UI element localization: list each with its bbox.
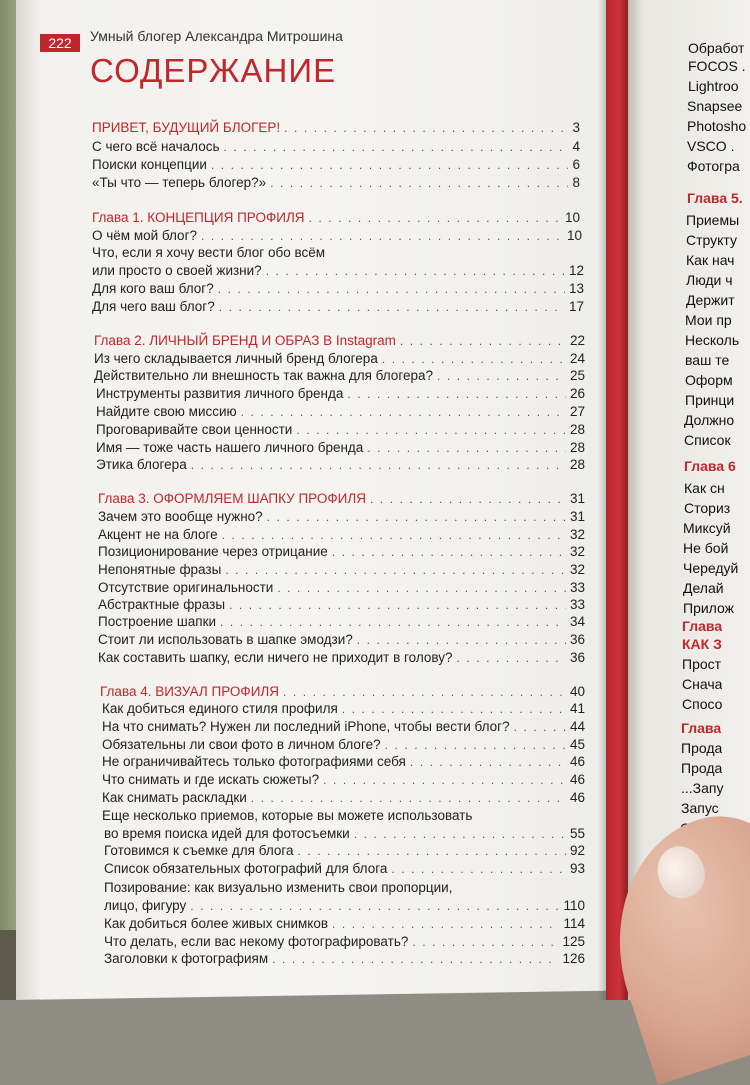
toc-page-number: 41 bbox=[569, 701, 585, 716]
toc-page-number: 10 bbox=[566, 228, 582, 243]
toc-page-number: 36 bbox=[569, 650, 585, 665]
right-page-text-fragment: Photosho bbox=[687, 118, 747, 134]
right-page-text-fragment: VSCO . bbox=[687, 138, 735, 154]
toc-row bbox=[96, 457, 585, 472]
toc-entry-title: Инструменты развития личного бренда bbox=[96, 386, 344, 401]
toc-row bbox=[92, 263, 584, 278]
toc-row bbox=[98, 650, 585, 665]
right-page-text-fragment: Приемы bbox=[686, 212, 740, 228]
toc-entry-title: О чём мой блог? bbox=[92, 228, 198, 243]
toc-row bbox=[92, 299, 584, 314]
toc-row bbox=[104, 898, 585, 913]
toc-leader-dots bbox=[457, 651, 566, 665]
toc-page-number: 27 bbox=[569, 404, 585, 419]
toc-entry-title: Позирование: как визуально изменить свои пропорции, bbox=[104, 880, 453, 895]
toc-page-number: 22 bbox=[569, 333, 585, 348]
toc-row bbox=[94, 351, 585, 366]
toc-leader-dots bbox=[309, 211, 561, 225]
toc-row bbox=[98, 632, 585, 647]
toc-row bbox=[104, 861, 585, 876]
toc-row bbox=[96, 440, 585, 455]
toc-entry-title: Что снимать и где искать сюжеты? bbox=[102, 772, 320, 787]
toc-row bbox=[92, 281, 584, 296]
toc-chapter-row bbox=[92, 210, 580, 225]
toc-entry-title: Как добиться более живых снимков bbox=[104, 916, 329, 931]
toc-leader-dots bbox=[277, 581, 566, 595]
toc-chapter-row bbox=[98, 491, 585, 506]
toc-page-number: 32 bbox=[569, 562, 585, 577]
toc-entry-title: Абстрактные фразы bbox=[98, 597, 226, 612]
toc-row bbox=[102, 719, 585, 734]
right-page-text-fragment: Прода bbox=[681, 740, 723, 756]
toc-entry-title: На что снимать? Нужен ли последний iPhone, чтобы вести блог? bbox=[102, 719, 510, 734]
toc-leader-dots bbox=[332, 545, 566, 559]
toc-page-number: 28 bbox=[569, 457, 585, 472]
toc-entry-title: Непонятные фразы bbox=[98, 562, 222, 577]
toc-entry-title: ПРИВЕТ, БУДУЩИЙ БЛОГЕР! bbox=[92, 120, 281, 135]
toc-page-number: 10 bbox=[564, 210, 580, 225]
toc-page-number: 114 bbox=[563, 916, 585, 931]
toc-row bbox=[92, 139, 580, 154]
toc-page-number: 33 bbox=[569, 580, 585, 595]
toc-entry-title: Готовимся к съемке для блога bbox=[104, 843, 294, 858]
toc-row bbox=[96, 386, 585, 401]
toc-row bbox=[98, 614, 585, 629]
toc-entry-title: Поиски концепции bbox=[92, 157, 207, 172]
right-page-chapter-fragment: Глава 5. bbox=[687, 190, 743, 206]
toc-leader-dots bbox=[385, 738, 566, 752]
toc-leader-dots bbox=[514, 720, 566, 734]
toc-page-number: 12 bbox=[568, 263, 584, 278]
toc-entry-title: Проговаривайте свои ценности bbox=[96, 422, 293, 437]
toc-row bbox=[92, 175, 580, 190]
right-page-text-fragment: ваш те bbox=[685, 352, 730, 368]
toc-page-number: 8 bbox=[572, 175, 580, 190]
toc-entry-title: Имя — тоже часть нашего личного бренда bbox=[96, 440, 364, 455]
toc-leader-dots bbox=[225, 563, 566, 577]
toc-row bbox=[98, 597, 585, 612]
toc-page-number: 93 bbox=[569, 861, 585, 876]
toc-row bbox=[102, 772, 585, 787]
toc-leader-dots bbox=[296, 423, 566, 437]
toc-page-number: 28 bbox=[569, 440, 585, 455]
toc-page-number: 13 bbox=[568, 281, 584, 296]
right-page-text-fragment: Чередуй bbox=[683, 560, 739, 576]
toc-leader-dots bbox=[323, 773, 566, 787]
toc-leader-dots bbox=[224, 140, 569, 154]
right-page-text-fragment: Не бой bbox=[683, 540, 729, 556]
toc-page-number: 3 bbox=[572, 120, 580, 135]
toc-page-number: 46 bbox=[569, 790, 585, 805]
toc-page-number: 110 bbox=[563, 898, 585, 913]
toc-page-number: 46 bbox=[569, 772, 585, 787]
toc-leader-dots bbox=[370, 492, 566, 506]
toc-row bbox=[102, 808, 585, 823]
toc-page-number: 31 bbox=[569, 509, 585, 524]
toc-entry-title: Построение шапки bbox=[98, 614, 217, 629]
toc-page-number: 40 bbox=[569, 684, 585, 699]
toc-row bbox=[98, 580, 585, 595]
right-page-text-fragment: Обработ bbox=[688, 40, 745, 56]
toc-row bbox=[104, 951, 585, 966]
right-page-text-fragment: Запус bbox=[681, 800, 719, 816]
toc-row bbox=[96, 404, 585, 419]
toc-entry-title: Как добиться единого стиля профиля bbox=[102, 701, 338, 716]
toc-leader-dots bbox=[201, 229, 563, 243]
toc-row bbox=[92, 245, 582, 260]
right-page-text-fragment: Сториз bbox=[684, 500, 731, 516]
toc-entry-title: Отсутствие оригинальности bbox=[98, 580, 274, 595]
toc-leader-dots bbox=[229, 598, 566, 612]
toc-leader-dots bbox=[367, 441, 566, 455]
right-page-text-fragment: Фотогра bbox=[687, 158, 740, 174]
toc-row bbox=[102, 790, 585, 805]
toc-leader-dots bbox=[332, 917, 559, 931]
toc-page-number: 126 bbox=[562, 951, 585, 966]
toc-row bbox=[104, 826, 585, 841]
page-number: 222 bbox=[40, 34, 80, 52]
toc-row bbox=[104, 880, 585, 895]
toc-leader-dots bbox=[219, 300, 565, 314]
right-page-chapter-fragment: КАК З bbox=[682, 636, 722, 652]
toc-page-number: 55 bbox=[569, 826, 585, 841]
toc-page-number: 92 bbox=[569, 843, 585, 858]
toc-entry-title: Не ограничивайтесь только фотографиями себя bbox=[102, 754, 406, 769]
toc-leader-dots bbox=[191, 458, 566, 472]
toc-page-number: 25 bbox=[569, 368, 585, 383]
toc-leader-dots bbox=[437, 369, 566, 383]
toc-entry-title: Как снимать раскладки bbox=[102, 790, 247, 805]
toc-page-number: 31 bbox=[569, 491, 585, 506]
right-page-chapter-fragment: Глава 6 bbox=[684, 458, 736, 474]
toc-leader-dots bbox=[347, 387, 566, 401]
running-head: Умный блогер Александра Митрошина bbox=[90, 28, 343, 44]
toc-leader-dots bbox=[267, 510, 566, 524]
toc-row bbox=[104, 916, 585, 931]
toc-leader-dots bbox=[190, 899, 559, 913]
toc-row bbox=[102, 754, 585, 769]
toc-leader-dots bbox=[220, 615, 566, 629]
toc-leader-dots bbox=[211, 158, 569, 172]
toc-entry-title: Список обязательных фотографий для блога bbox=[104, 861, 388, 876]
toc-entry-title: Глава 3. ОФОРМЛЯЕМ ШАПКУ ПРОФИЛЯ bbox=[98, 491, 366, 506]
toc-leader-dots bbox=[298, 844, 566, 858]
right-page-text-fragment: Держит bbox=[686, 292, 735, 308]
toc-entry-title: Глава 4. ВИЗУАЛ ПРОФИЛЯ bbox=[100, 684, 280, 699]
right-page-chapter-fragment: Глава bbox=[681, 720, 722, 736]
toc-leader-dots bbox=[283, 685, 566, 699]
right-page-text-fragment: Lightroo bbox=[688, 78, 739, 94]
right-page-chapter-fragment: Глава bbox=[682, 618, 723, 634]
toc-entry-title: Что, если я хочу вести блог обо всём bbox=[92, 245, 326, 260]
toc-entry-title: во время поиска идей для фотосъемки bbox=[104, 826, 350, 841]
right-page-text-fragment: ...Запу bbox=[681, 780, 724, 796]
toc-leader-dots bbox=[400, 334, 566, 348]
right-page-text-fragment: Список bbox=[684, 432, 731, 448]
toc-row bbox=[98, 527, 585, 542]
toc-entry-title: Заголовки к фотографиям bbox=[104, 951, 269, 966]
toc-leader-dots bbox=[284, 121, 568, 135]
toc-entry-title: Найдите свою миссию bbox=[96, 404, 237, 419]
toc-page-number: 125 bbox=[562, 934, 585, 949]
toc-leader-dots bbox=[251, 791, 566, 805]
toc-leader-dots bbox=[412, 935, 558, 949]
toc-leader-dots bbox=[222, 528, 566, 542]
toc-page-number: 17 bbox=[568, 299, 584, 314]
toc-entry-title: Глава 1. КОНЦЕПЦИЯ ПРОФИЛЯ bbox=[92, 210, 305, 225]
right-page-text-fragment: Мои пр bbox=[685, 312, 732, 328]
toc-page-number: 28 bbox=[569, 422, 585, 437]
right-page-text-fragment: Как сн bbox=[684, 480, 725, 496]
toc-page-number: 26 bbox=[569, 386, 585, 401]
toc-page-number: 32 bbox=[569, 527, 585, 542]
toc-entry-title: Еще несколько приемов, которые вы можете использовать bbox=[102, 808, 473, 823]
right-page-text-fragment: Snapsee bbox=[687, 98, 743, 114]
toc-leader-dots bbox=[270, 176, 568, 190]
toc-row bbox=[102, 737, 585, 752]
toc-entry-title: «Ты что — теперь блогер?» bbox=[92, 175, 267, 190]
toc-entry-title: Обязательны ли свои фото в личном блоге? bbox=[102, 737, 381, 752]
right-page-text-fragment: Должно bbox=[684, 412, 735, 428]
toc-entry-title: Стоит ли использовать в шапке эмодзи? bbox=[98, 632, 353, 647]
toc-row bbox=[104, 934, 585, 949]
toc-row bbox=[104, 843, 585, 858]
toc-chapter-row bbox=[94, 333, 585, 348]
toc-leader-dots bbox=[266, 264, 565, 278]
toc-entry-title: Из чего складывается личный бренд блогера bbox=[94, 351, 378, 366]
toc-row bbox=[94, 368, 585, 383]
toc-page-number: 45 bbox=[569, 737, 585, 752]
toc-page-number: 4 bbox=[572, 139, 580, 154]
toc-entry-title: лицо, фигуру bbox=[104, 898, 187, 913]
toc-entry-title: Акцент не на блоге bbox=[98, 527, 218, 542]
toc-leader-dots bbox=[241, 405, 566, 419]
toc-leader-dots bbox=[391, 862, 566, 876]
right-page-text-fragment: Как нач bbox=[686, 252, 735, 268]
toc-entry-title: Как составить шапку, если ничего не приходит в голову? bbox=[98, 650, 453, 665]
toc-leader-dots bbox=[410, 755, 566, 769]
toc-entry-title: Зачем это вообще нужно? bbox=[98, 509, 263, 524]
toc-entry-title: или просто о своей жизни? bbox=[92, 263, 262, 278]
page-title: СОДЕРЖАНИЕ bbox=[90, 52, 337, 89]
toc-leader-dots bbox=[342, 702, 566, 716]
toc-page-number: 34 bbox=[569, 614, 585, 629]
right-page-text-fragment: Несколь bbox=[685, 332, 740, 348]
toc-chapter-row bbox=[92, 120, 580, 135]
toc-row bbox=[92, 228, 582, 243]
toc-leader-dots bbox=[272, 952, 558, 966]
toc-page-number: 32 bbox=[569, 544, 585, 559]
toc-page-number: 46 bbox=[569, 754, 585, 769]
right-page-text-fragment: FOCOS . bbox=[688, 58, 746, 74]
right-page-text-fragment: Структу bbox=[686, 232, 738, 248]
right-page-text-fragment: Делай bbox=[683, 580, 724, 596]
toc-leader-dots bbox=[354, 827, 566, 841]
toc-page-number: 33 bbox=[569, 597, 585, 612]
toc-entry-title: Что делать, если вас некому фотографировать? bbox=[104, 934, 409, 949]
toc-row bbox=[92, 157, 580, 172]
toc-entry-title: Для кого ваш блог? bbox=[92, 281, 214, 296]
right-page-text-fragment: Люди ч bbox=[686, 272, 733, 288]
toc-page-number: 24 bbox=[569, 351, 585, 366]
right-page-text-fragment: Оформ bbox=[685, 372, 733, 388]
toc-entry-title: Этика блогера bbox=[96, 457, 187, 472]
toc-entry-title: Действительно ли внешность так важна для блогера? bbox=[94, 368, 433, 383]
toc-leader-dots bbox=[382, 352, 566, 366]
toc-entry-title: Для чего ваш блог? bbox=[92, 299, 215, 314]
toc-page-number: 6 bbox=[572, 157, 580, 172]
right-page-text-fragment: Миксуй bbox=[683, 520, 731, 536]
right-page-text-fragment: Снача bbox=[682, 676, 723, 692]
toc-row bbox=[102, 701, 585, 716]
toc-entry-title: Позиционирование через отрицание bbox=[98, 544, 328, 559]
right-page-text-fragment: Спосо bbox=[682, 696, 723, 712]
toc-row bbox=[98, 562, 585, 577]
toc-entry-title: С чего всё началось bbox=[92, 139, 220, 154]
toc-row bbox=[98, 544, 585, 559]
right-page-text-fragment: Прода bbox=[681, 760, 723, 776]
toc-leader-dots bbox=[218, 282, 565, 296]
right-page-text-fragment: Прост bbox=[682, 656, 722, 672]
toc-chapter-row bbox=[100, 684, 585, 699]
toc-row bbox=[96, 422, 585, 437]
toc-row bbox=[98, 509, 585, 524]
toc-leader-dots bbox=[357, 633, 566, 647]
right-page-text-fragment: Прилож bbox=[683, 600, 734, 616]
toc-page-number: 44 bbox=[569, 719, 585, 734]
right-page-text-fragment: Принци bbox=[685, 392, 735, 408]
toc-entry-title: Глава 2. ЛИЧНЫЙ БРЕНД И ОБРАЗ В Instagram bbox=[94, 333, 396, 348]
toc-page-number: 36 bbox=[569, 632, 585, 647]
